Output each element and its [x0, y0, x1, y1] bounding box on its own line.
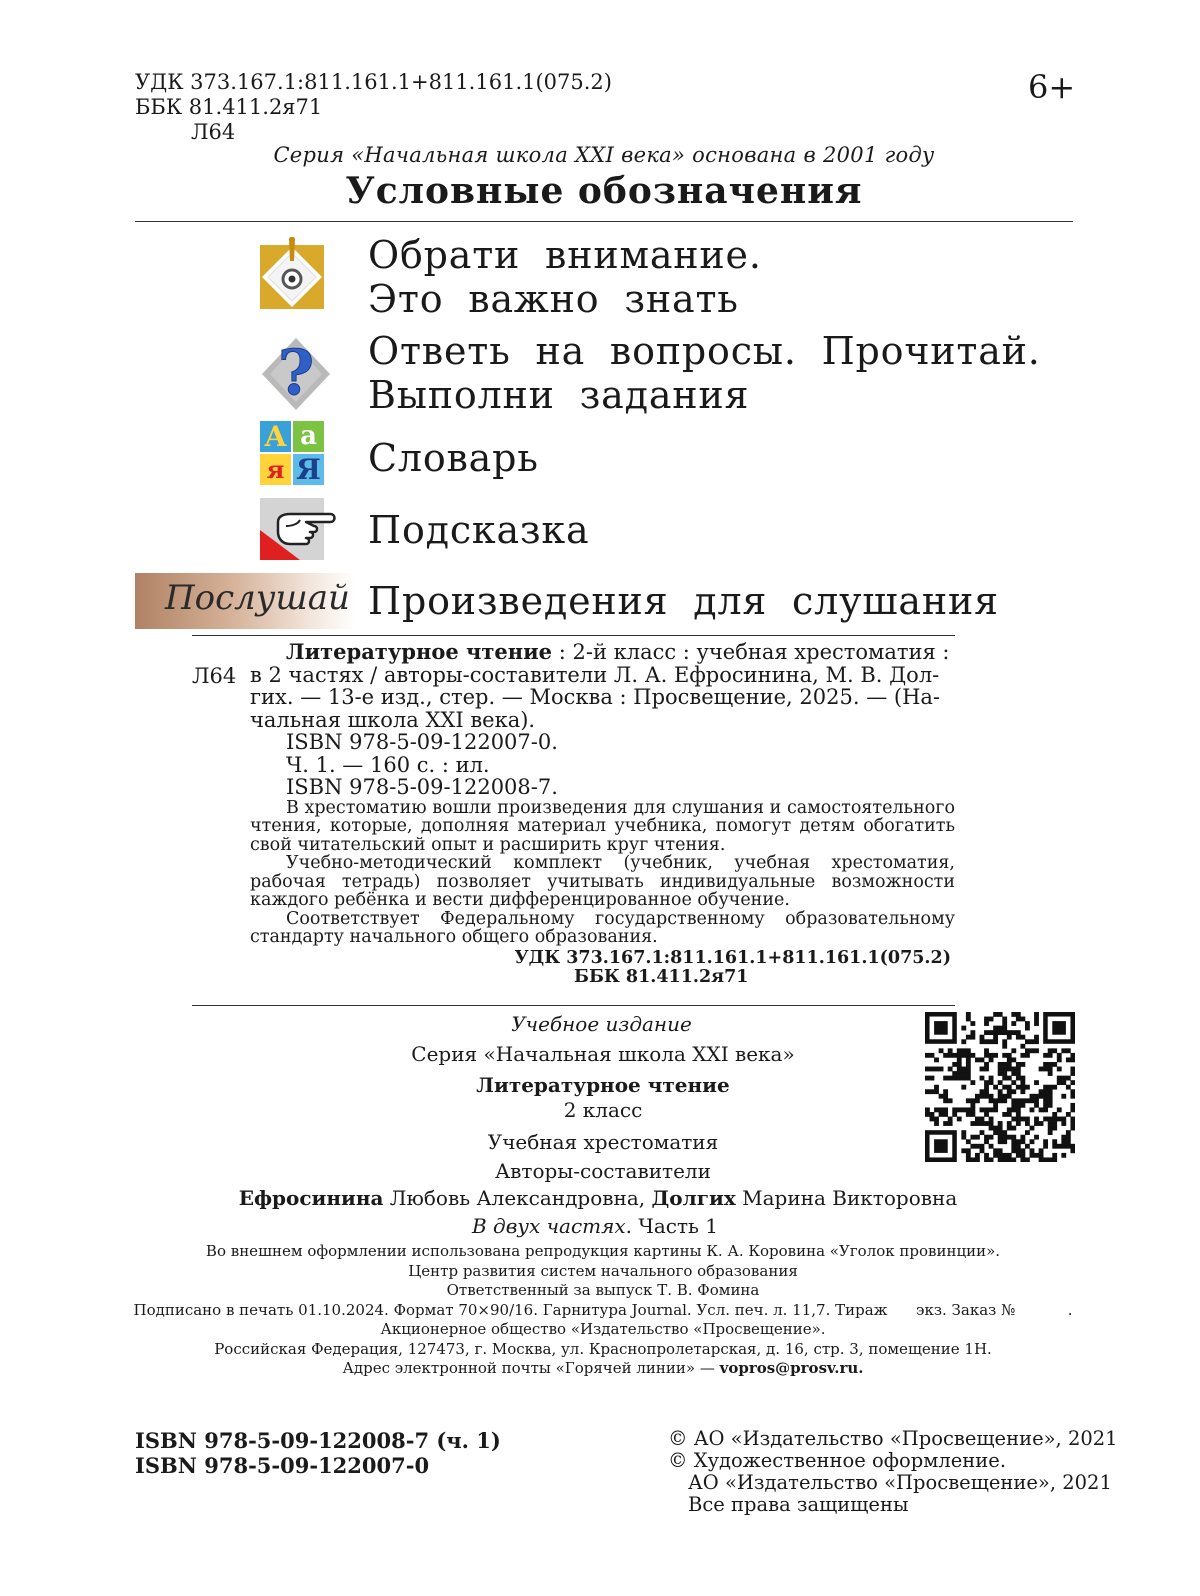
imprint-publisher: Акционерное общество «Издательство «Просвещение». — [380, 1320, 826, 1338]
card-line: гих. — 13-е изд., стер. — Москва : Просвещение, 2025. — (На- — [250, 685, 940, 709]
catalogue-card — [250, 641, 955, 987]
card-line: чальная школа XXI века). — [250, 707, 536, 732]
imprint-email-line: Адрес электронной почты «Горячей линии» — vopros@prosv.ru. — [342, 1359, 864, 1377]
card-abstract-3: Соответствует Федеральному государственному образовательному стандарту начального общего образования. — [250, 908, 955, 947]
catalog-code: Л64 — [191, 120, 236, 144]
imprint-center: Центр развития систем начального образования — [408, 1261, 798, 1280]
question-icon — [260, 334, 332, 414]
udk-line: УДК 373.167.1:811.161.1+811.161.1(075.2) — [135, 70, 612, 94]
svg-text:?: ? — [277, 336, 315, 409]
rights-reserved: Все права защищены — [688, 1493, 909, 1516]
listen-label: Послушай — [165, 578, 350, 618]
card-abstract-1: В хрестоматию вошли произведения для слушания и самостоятельного чтения, которые, дополняя материал учебника, помогут детям обогатить свой читательский опыт и расширить круг чтения. — [250, 797, 955, 855]
card-part: Ч. 1. — 160 с. : ил. — [286, 752, 490, 777]
imprint-type: Учебная хрестоматия — [487, 1130, 719, 1154]
imprint-kind: Учебное издание — [511, 1012, 692, 1036]
card-line: в 2 частях / авторы-составители Л. А. Ефросинина, М. В. Дол- — [250, 662, 940, 687]
imprint-authors: Ефросинина Любовь Александровна, Долгих Марина Викторовна — [238, 1186, 958, 1210]
imprint-parts: В двух частях. Часть 1 — [471, 1214, 718, 1238]
copyright-design-owner: АО «Издательство «Просвещение», 2021 — [688, 1471, 1112, 1494]
imprint-cover-note: Во внешнем оформлении использована репродукция картины К. А. Коровина «Уголок провинции». — [205, 1242, 1001, 1260]
card-abstract-2: Учебно-методический комплект (учебник, учебная хрестоматия, рабочая тетрадь) позволяет учитывать индивидуальные возможности каждого ребёнка и вести дифференцированное обучение. — [250, 853, 955, 910]
card-isbn-set: ISBN 978-5-09-122007-0. — [286, 730, 558, 754]
hint-hand-icon — [260, 496, 340, 562]
imprint-title: Литературное чтение — [476, 1073, 730, 1097]
card-udk: УДК 373.167.1:811.161.1+811.161.1(075.2) — [514, 947, 951, 968]
legend-question-text: Ответь на вопросы. Прочитай. Выполни задания — [368, 329, 1041, 417]
imprint-responsible: Ответственный за выпуск Т. В. Фомина — [446, 1281, 760, 1299]
age-rating: 6+ — [1028, 68, 1076, 106]
qr-code — [925, 1012, 1075, 1162]
copyright-design: © Художественное оформление. — [668, 1449, 1007, 1472]
imprint-series: Серия «Начальная школа XXI века» — [411, 1042, 795, 1066]
card-bottom-divider — [192, 1005, 955, 1006]
card-top-divider — [192, 635, 955, 636]
card-isbn-part: ISBN 978-5-09-122008-7. — [286, 775, 558, 799]
dictionary-icon: А а я Я — [260, 421, 324, 485]
legend-listen-text: Произведения для слушания — [368, 579, 999, 623]
imprint-address: Российская Федерация, 127473, г. Москва, ул. Краснопролетарская, д. 16, стр. 3, помещение 1Н. — [214, 1339, 992, 1358]
isbn-set: ISBN 978-5-09-122007-0 — [135, 1453, 430, 1478]
legend-hint-text: Подсказка — [368, 508, 590, 552]
isbn-part1: ISBN 978-5-09-122008-7 (ч. 1) — [135, 1428, 501, 1453]
card-title-line: Литературное чтение : 2-й класс : учебная хрестоматия : — [286, 639, 950, 664]
copyright-publisher: © АО «Издательство «Просвещение», 2021 — [668, 1427, 1118, 1450]
imprint-print-info: Подписано в печать 01.10.2024. Формат 70×90/16. Гарнитура Journal. Усл. печ. л. 11,7. Тираж экз. Заказ № . — [133, 1300, 1073, 1319]
legend-dictionary-text: Словарь — [368, 436, 539, 480]
header-divider — [135, 221, 1073, 222]
hotline-email: vopros@prosv.ru. — [719, 1359, 864, 1377]
legend-attention-text: Обрати внимание. Это важно знать — [368, 233, 762, 321]
card-catalog-code: Л64 — [192, 664, 237, 688]
series-note: Серия «Начальная школа XXI века» основана в 2001 году — [273, 143, 935, 167]
imprint-grade: 2 класс — [563, 1098, 643, 1122]
bbk-line: ББК 81.411.2я71 — [135, 95, 323, 119]
footer-copyright — [668, 1428, 1118, 1516]
attention-icon — [260, 237, 326, 311]
udk-header — [135, 70, 612, 145]
imprint — [133, 1010, 1073, 1379]
imprint-authors-label: Авторы-составители — [495, 1159, 711, 1183]
footer-isbn — [135, 1428, 501, 1478]
card-bbk: ББК 81.411.2я71 — [574, 966, 749, 987]
legend-title: Условные обозначения — [345, 170, 863, 212]
